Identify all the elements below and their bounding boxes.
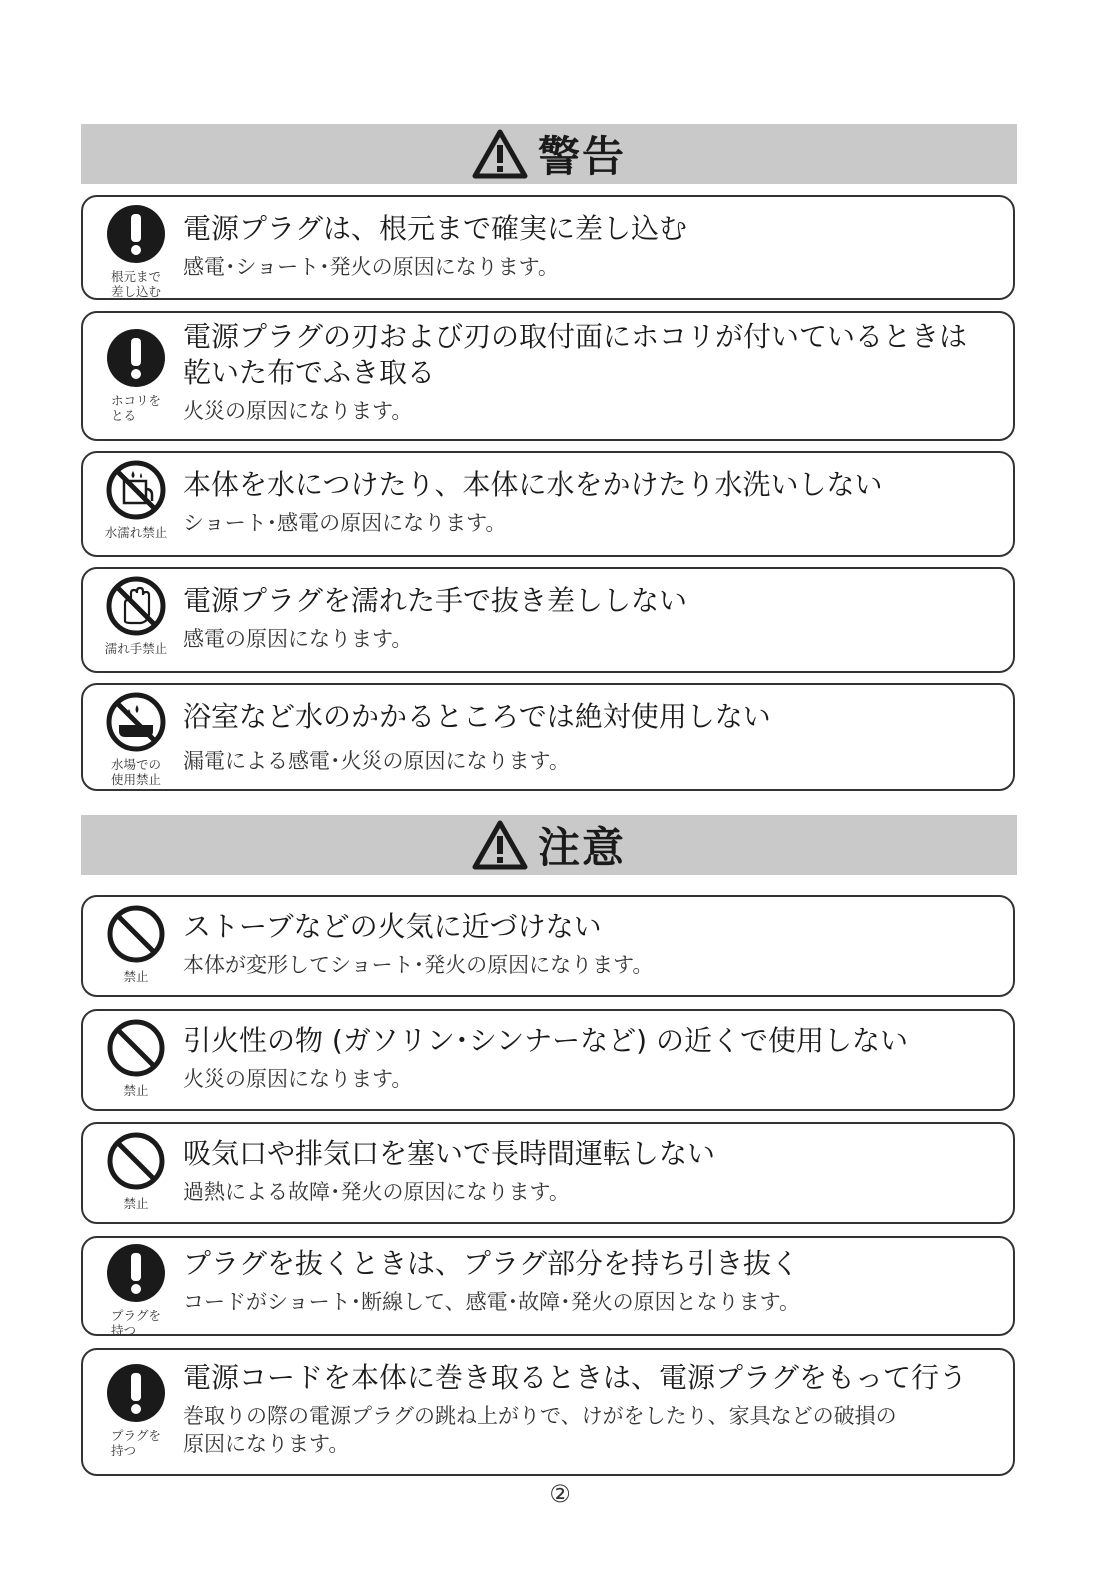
item-description: 火災の原因になります。 xyxy=(183,399,413,423)
exclamation-icon xyxy=(105,1362,167,1424)
icon-caption: 禁止 xyxy=(123,1083,149,1098)
exclamation-icon xyxy=(105,203,167,265)
item-headline: 本体を水につけたり、本体に水をかけたり水洗いしない xyxy=(183,468,883,501)
warning-item xyxy=(81,311,1015,441)
icon-caption: 濡れ手禁止 xyxy=(104,641,168,656)
item-headline: プラグを抜くときは、プラグ部分を持ち引き抜く xyxy=(183,1247,800,1280)
caution-item xyxy=(81,1348,1015,1476)
item-description: 感電の原因になります。 xyxy=(183,627,413,651)
item-description: 巻取りの際の電源プラグの跳ね上がりで、けがをしたり、家具などの破損の 原因になります。 xyxy=(183,1404,897,1456)
no-wet-hands-icon xyxy=(105,575,167,637)
prohibited-icon xyxy=(105,903,167,965)
caution-title: 注意 xyxy=(537,823,626,872)
icon-caption: 禁止 xyxy=(123,969,149,984)
warning-triangle-icon xyxy=(472,129,528,179)
icon-caption: プラグを 持つ xyxy=(110,1308,161,1338)
icon-caption: 水濡れ禁止 xyxy=(104,525,168,540)
warning-item xyxy=(81,567,1015,673)
prohibited-icon xyxy=(105,1017,167,1079)
icon-caption: ホコリを とる xyxy=(110,393,161,423)
item-headline: 浴室など水のかかるところでは絶対使用しない xyxy=(183,700,771,733)
no-bathroom-icon xyxy=(105,691,167,753)
icon-caption: 禁止 xyxy=(123,1196,149,1211)
exclamation-icon xyxy=(105,1242,167,1304)
warning-item xyxy=(81,195,1015,300)
warning-triangle-icon xyxy=(472,820,528,870)
warning-header xyxy=(81,124,1017,184)
item-headline: 電源プラグの刃および刃の取付面にホコリが付いているときは 乾いた布でふき取る xyxy=(183,320,968,389)
warning-item xyxy=(81,683,1015,791)
item-description: 本体が変形してショート･発火の原因になります。 xyxy=(183,953,654,977)
caution-item xyxy=(81,895,1015,997)
item-description: 過熱による故障･発火の原因になります。 xyxy=(183,1180,570,1204)
page-number: ② xyxy=(549,1480,571,1508)
item-description: 火災の原因になります。 xyxy=(183,1067,413,1091)
exclamation-icon xyxy=(105,327,167,389)
warning-title: 警告 xyxy=(537,132,626,181)
item-headline: 電源プラグを濡れた手で抜き差ししない xyxy=(183,584,688,617)
icon-caption: プラグを 持つ xyxy=(110,1428,161,1458)
caution-item xyxy=(81,1009,1015,1111)
caution-item xyxy=(81,1236,1015,1336)
item-headline: 吸気口や排気口を塞いで長時間運転しない xyxy=(183,1137,716,1170)
item-headline: ストーブなどの火気に近づけない xyxy=(183,910,602,943)
no-water-icon xyxy=(105,459,167,521)
item-headline: 電源コードを本体に巻き取るときは、電源プラグをもって行う xyxy=(183,1361,968,1394)
warning-item xyxy=(81,451,1015,557)
icon-caption: 根元まで 差し込む xyxy=(110,269,161,299)
prohibited-icon xyxy=(105,1130,167,1192)
item-description: 漏電による感電･火災の原因になります。 xyxy=(183,749,570,773)
item-description: 感電･ショート･発火の原因になります。 xyxy=(183,255,559,279)
item-description: ショート･感電の原因になります。 xyxy=(183,511,507,535)
caution-item xyxy=(81,1122,1015,1224)
caution-header xyxy=(81,815,1017,875)
item-description: コードがショート･断線して、感電･故障･発火の原因となります。 xyxy=(183,1290,800,1314)
item-headline: 電源プラグは、根元まで確実に差し込む xyxy=(183,212,688,245)
item-headline: 引火性の物 (ガソリン･シンナーなど) の近くで使用しない xyxy=(183,1024,908,1057)
icon-caption: 水場での 使用禁止 xyxy=(110,757,161,787)
